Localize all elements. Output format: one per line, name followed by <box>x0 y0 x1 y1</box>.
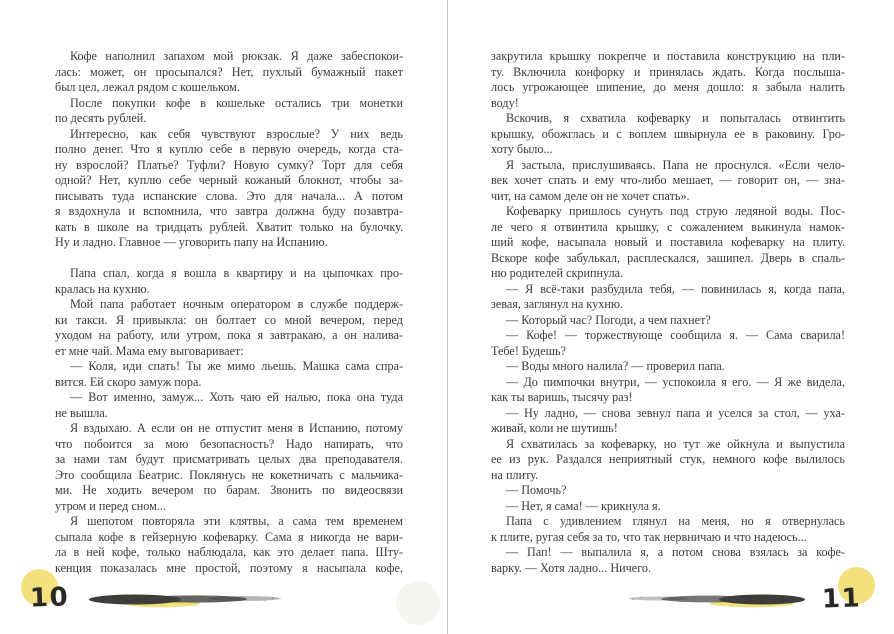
text-line: вится. Ей скоро замуж пора. <box>55 374 202 389</box>
text-line: ший кофе, насыпала новый и поставила кофеварку на плиту. <box>491 235 845 249</box>
text-line: Интересно, как себя чувствуют взрослые? У них ведь <box>70 126 403 141</box>
text-line: зевая, заглянул на кухню. <box>491 297 624 311</box>
text-line: — Я всё-таки разбудила тебя, — повинилась я, когда папа, <box>506 281 845 296</box>
text-line: — Коля, иди спать! Ты же мимо льешь. Машка сама спра- <box>70 359 403 373</box>
text-line: закрутила крышку покрепче и поставила конструкцию на пли- <box>491 49 845 63</box>
text-line: ту. Включила конфорку и принялась ждать. Когда послыша- <box>491 64 845 79</box>
text-line: кралась на кухню. <box>55 281 150 296</box>
text-line: уходом на работу, или утром, пока я завтракаю, а он налива- <box>55 328 403 342</box>
faint-circle-decoration <box>396 581 440 625</box>
text-line: Мой папа работает ночным оператором в службе поддерж- <box>70 297 403 311</box>
text-line: лась: может, он просыпался? Нет, пухлый бумажный пакет <box>55 64 403 79</box>
text-line: чит, на самом деле он не хочет спать». <box>491 188 690 203</box>
text-line: Ну и ладно. Главное — уговорить папу на Испанию. <box>55 235 328 249</box>
text-line: сыпала кофе в гейзерную кофеварку. Сама я никогда не вари- <box>55 529 403 544</box>
text-line: лось угрожающее шипение, до меня дошло: я забыла налить <box>491 80 845 94</box>
text-line: Кофе наполнил запахом мой рюкзак. Я даже забеспокои- <box>70 49 403 63</box>
text-line: ет мне чай. Мама ему выговаривает: <box>55 343 244 358</box>
text-line: кать в школе на тридцать рублей. Хватит только на булочку. <box>55 219 403 234</box>
text-line: писывать туда испанские слова. Это для начала... А потом <box>55 188 403 203</box>
text-line: крышку, обожглась и с воплем швырнула ее в раковину. Гро- <box>491 126 845 141</box>
page-number-left: 10 <box>29 582 70 614</box>
text-line: как ты варишь, тысячу раз! <box>491 390 633 404</box>
text-line: ла в ней кофе, только наблюдала, как это делает папа. Шту- <box>55 545 403 559</box>
page-right-text <box>491 49 845 576</box>
text-line: Я вздыхаю. А если он не отпустит меня в Испанию, потому <box>70 421 403 435</box>
text-line: — Который час? Погоди, а чем пахнет? <box>506 312 711 327</box>
text-line: ню родителей скрипнула. <box>491 266 624 280</box>
text-line: хоту было... <box>491 142 553 156</box>
text-line: кенция показалась мне простой, поэтому я насыпала кофе, <box>55 560 403 575</box>
text-line: Папа с удивлением глянул на меня, но я отвернулась <box>506 514 845 528</box>
text-line: варку. — Хотя ладно... Ничего. <box>491 560 652 575</box>
text-line: полно денег. Что я куплю себе в первую очередь, когда ста- <box>55 142 403 156</box>
text-line: воду! <box>491 95 519 110</box>
text-line: Я застыла, прислушиваясь. Папа не проснулся. «Если чело- <box>506 157 845 172</box>
text-line: Я схватилась за кофеварку, но тут же ойкнула и выпустила <box>506 436 845 451</box>
text-line: был цел, лежал рядом с кошельком. <box>55 80 240 94</box>
text-line: — Вот именно, замуж... Хоть чаю ей налью, пока она туда <box>70 390 403 404</box>
text-line: утром и перед сном... <box>55 498 167 513</box>
brush-stroke-right <box>627 592 807 608</box>
text-line: ми. Не ходить вечером по барам. Звонить по видеосвязи <box>55 483 403 497</box>
text-line: Это сообщила Беатрис. Поклянусь не кокетничать с мальчика- <box>55 467 403 482</box>
text-line: Я шепотом повторяла эти клятвы, а сама тем временем <box>70 514 403 528</box>
text-line: Кофеварку пришлось сунуть под струю ледяной воды. Пос- <box>506 204 845 218</box>
text-line: что побоится за мою безопасность? Надо напирать, что <box>55 436 403 451</box>
text-line: ки такси. Я привыкла: он болтает со мной вечером, перед <box>55 312 403 327</box>
page-number-right: 11 <box>821 583 862 615</box>
text-line: — Нет, я сама! — крикнула я. <box>506 498 661 513</box>
text-line: — До пимпочки внутри, — успокоила я его. — Я же видела, <box>506 374 845 389</box>
brush-stroke-left <box>87 592 283 608</box>
text-line: по десять рублей. <box>55 111 147 125</box>
text-line: на плиту. <box>491 467 539 482</box>
text-line: к плите, ругая себя за то, что так нервничаю и что надеюсь... <box>491 529 807 544</box>
text-line: Вскочив, я схватила кофеварку и попыталась отвинтить <box>506 111 845 125</box>
text-line: одной? Нет, куплю себе черный кожаный блокнот, чтобы за- <box>55 173 403 187</box>
text-line: за нами там будут присматривать целых два преподавателя. <box>55 452 403 466</box>
page-gutter-line <box>447 0 448 634</box>
scene-break <box>55 251 403 267</box>
text-line: век хочет спать и ему что-либо мешает, — говорит он, — зна- <box>491 173 845 187</box>
text-line: — Воды много налила? — проверил папа. <box>506 359 725 373</box>
text-line: — Помочь? <box>506 483 567 497</box>
text-line: я вздохнула и вспомнила, что завтра должна буду позавтра- <box>55 204 403 218</box>
text-line: живай, коли не шутишь! <box>491 421 618 435</box>
text-line: Папа спал, когда я вошла в квартиру и на цыпочках про- <box>70 266 403 280</box>
text-line: — Ну ладно, — снова зевнул папа и уселся за стол, — уха- <box>506 405 845 420</box>
text-line: ле чего я отвинтила крышку, с сожалением выкинула намок- <box>491 219 845 234</box>
text-line: После покупки кофе в кошельке остались три монетки <box>70 95 403 110</box>
text-line: ну взрослой? Платье? Туфли? Новую сумку? Торт для себя <box>55 157 403 172</box>
text-line: — Кофе! — торжествующе сообщила я. — Сама сварила! <box>506 328 845 342</box>
page-left-text <box>55 49 403 576</box>
text-line: Тебе! Будешь? <box>491 343 566 358</box>
text-line: ее из рук. Раздался неприятный стук, немного кофе вылилось <box>491 452 845 466</box>
text-line: — Пап! — выпалила я, а потом снова взялась за кофе- <box>506 545 845 559</box>
text-line: Вскоре кофе забулькал, расплескался, зашипел. Дверь в спаль- <box>491 250 845 265</box>
text-line: не вышла. <box>55 405 108 420</box>
